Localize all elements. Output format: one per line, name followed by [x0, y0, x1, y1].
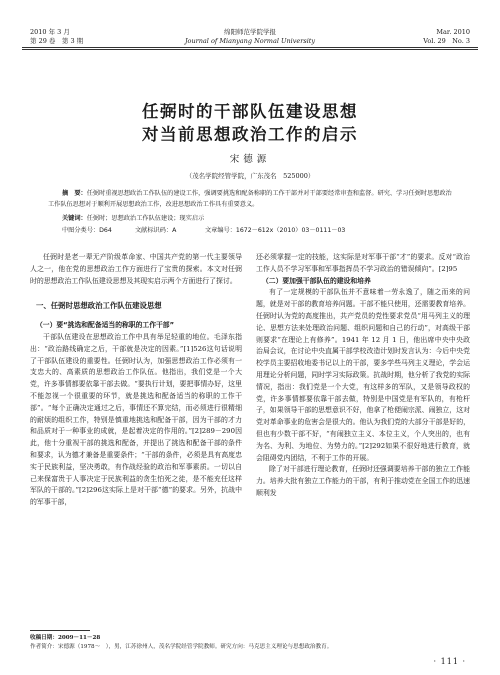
header-journal-en: Journal of Mianyang Normal University — [184, 37, 316, 45]
right-paragraph-education: 有了一定规模的干部队伍并不意味着一劳永逸了，随之而来的问题，就是对干部的教育培养问题。干部不能只使用，还需要教育培养。任弼时认为党的高度推出，共产党员的党性要求党员“用马列主义的理论、思想方法来处理政治问题、组织问题和自己的行动”，对高级干部则要求“在理论上有修养”。1941 年 12 月 1 日，他出席中央中央政治局会议，在讨论中央直属干部学校改造计划时发言认为：今后中央党校学员主要招收地委书记以上的干部，要多学些马列主义理论，学会运用理论分析问题，同时学习实际政策。抗战时期，他分析了我党的实际情况，指出：我们党是一个大党，有这样多的军队，又是领导政权的党，许多事情都要依靠干部去做，特别是中国党是有军队的，有枪杆子，如果领导干部的思想意识不好，他拿了枪便闹宗派、闹独立，这对党对革命事业的危害会是很大的。他认为我们党的大部分干部是好的，但也有少数干部不好，“有闹独立主义、本位主义，个人突出的，也有为名、为利、为地位、为势力的。”[2]292如果不很好地进行教育，就会阻碍党内团结，不利于工作的开展。 — [256, 288, 470, 462]
header-journal-cn: 绵阳师范学院学报 — [224, 28, 276, 36]
subsection-heading-2: （二）要加强干部队伍的建设和培养 — [262, 276, 371, 285]
keywords — [62, 213, 204, 224]
abstract — [48, 188, 452, 210]
header-rule — [22, 47, 478, 48]
page-number: · 111 · — [433, 657, 466, 666]
clc-number: 中图分类号：D64 — [62, 227, 112, 234]
keywords-text: 任弼时；思想政治工作队伍建设；现实启示 — [86, 215, 205, 222]
left-column — [30, 252, 242, 509]
author-bio: 作者简介：宋德源（1978～ ），男，江苏徐州人，茂名学院经管学院教师。研究方向：马克思主义理论与思想政治教育。 — [30, 644, 333, 650]
article-title-line1: 任弼时的干部队伍建设思想 — [142, 102, 358, 121]
right-paragraph-continued: 还必须掌握一定的技能，这实际是对军事干部“才”的要求。反对“政治工作人员不学习军事和军事指挥员不学习政治的错误倾向”。[2]95 — [256, 253, 470, 273]
left-paragraph-intro: 任弼时是老一辈无产阶级革命家、中国共产党的第一代主要领导人之一，他在党的思想政治工作方面进行了宝贵的探索。本文对任弼时的思想政治工作队伍建设思想及其现实启示两个方面进行了探讨。 — [30, 253, 242, 285]
right-column — [256, 252, 470, 500]
header-date-cn: 2010 年 3 月 — [30, 28, 70, 36]
right-paragraph-independence: 除了对干部进行理论教育，任弼时还强调要培养干部的独立工作能力。培养大批有独立工作能力的干部，有利于推动党在全国工作的迅速顺利发 — [256, 465, 470, 497]
abstract-text: 任弼时重视思想政治工作队伍的建设工作，强调要挑选和配备称职的工作干部并对干部要经常审查和监督。研究、学习任弼时思想政治工作队伍思想对于顺利开展思想政治工作，改进思想政治工作具有重要意义。 — [48, 190, 452, 208]
header-volume-en: Vol. 29 No. 3 — [423, 37, 470, 45]
header-date-en: Mar. 2010 — [436, 28, 470, 36]
article-number: 文章编号：1672－612x（2010）03－0111－03 — [205, 227, 346, 234]
keywords-label: 关键词： — [62, 215, 87, 222]
document-code: 文献标识码：A — [135, 227, 177, 234]
article-title-line2: 对当前思想政治工作的启示 — [142, 125, 358, 144]
header-volume-cn: 第 29 卷 第 3 期 — [30, 37, 84, 45]
section-heading-1: 一、任弼时思想政治工作队伍建设思想 — [36, 301, 162, 311]
abstract-label: 摘 要： — [62, 190, 87, 197]
left-paragraph-body: 干部队伍建设在思想政治工作中具有举足轻重的地位。毛泽东指出：“政治路线确定之后，干部就是决定的因素。”[1]526这句话说明了干部队伍建设的重要性。任弼时认为，加强思想政治工作必须有一支忠大的、高素质的思想政治工作队伍。他指出，我们党是一个大党，许多事情都要依靠干部去做。“要执行计划，要把事情办好，这里不能忽视一个很重要的环节，就是挑选和配备适当的称职的工作干部”。“每个正确决定通过之后，事情还不算完结，而必须进行很精细的耐烦的组织工作，特别是慎重地挑选和配备干部，因为干部的才力和品质对于一种事业的成就，是起着决定的作用的。”[2]289－290因此，他十分重视干部的挑选和配备，并提出了挑选和配备干部的条件和要求，认为德才兼备是重要条件；“干部的条件，必须是具有高度忠实于民族利益，坚决勇敢，有作战经验的政治和军事素质。一切以自己来保富贵于人事决定于民族利益的贪生怕死之徒，是不能充任这样军队的干部的。”[2]296这实际上是对干部“德”的要求。另外，抗战中的军事干部， — [30, 332, 242, 507]
subsection-heading-1: （一）要“挑选和配备适当的称职的工作干部” — [36, 321, 175, 330]
header-rule-thin — [22, 49, 478, 50]
article-affiliation: （茂名学院经管学院，广东茂名 525000） — [185, 172, 315, 180]
footnote-rule — [30, 630, 90, 631]
received-date: 收稿日期：2009－11－28 — [30, 635, 101, 641]
article-author: 宋德源 — [229, 154, 271, 165]
